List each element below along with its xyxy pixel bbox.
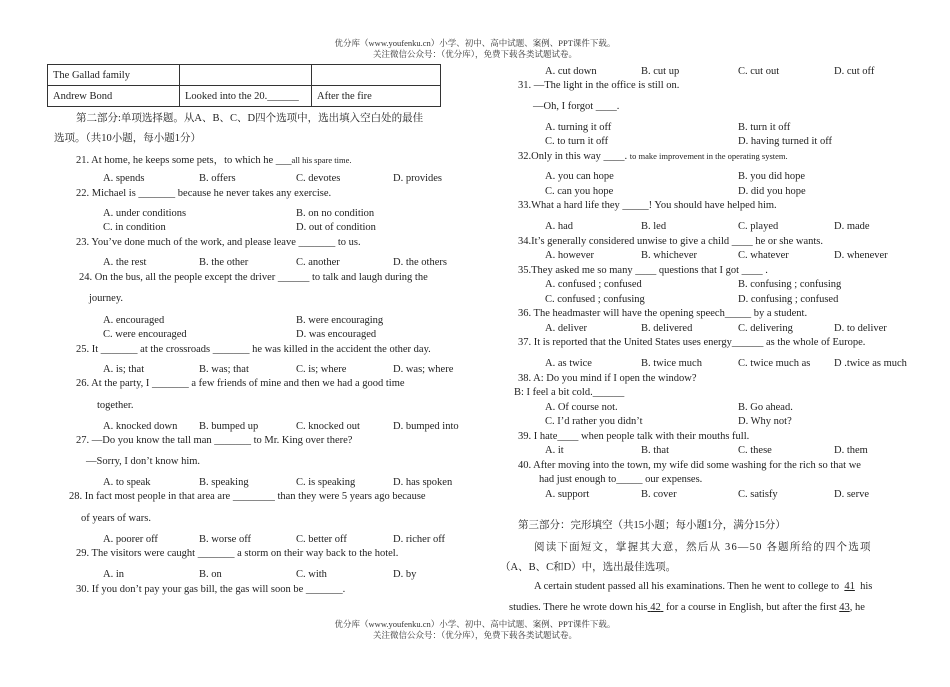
option-a: A. support (545, 489, 590, 500)
option-d: D. confusing ; confused (738, 294, 839, 305)
option-d: D. did you hope (738, 186, 806, 197)
question-22-stem: 22. Michael is _______ because he never takes any exercise. (76, 188, 332, 199)
part3-intro-2: （A、B、C和D）中，选出最佳选项。 (500, 562, 677, 573)
option-c: C. knocked out (296, 421, 360, 432)
question-34-stem: 34.It’s generally considered unwise to give a child ____ he or she wants. (518, 236, 824, 247)
option-c: C. to turn it off (545, 136, 609, 147)
question-27-stem-2: —Sorry, I don’t know him. (86, 456, 201, 467)
question-31-stem-2: —Oh, I forgot ____. (533, 101, 620, 112)
table-cell: The Gallad family (48, 65, 180, 86)
info-table (47, 64, 441, 107)
option-b: B. Go ahead. (738, 402, 793, 413)
question-25-stem: 25. It _______ at the crossroads _______ he was killed in the accident the other day. (76, 344, 431, 355)
question-39-stem: 39. I hate____ when people talk with their mouths full. (518, 431, 750, 442)
option-d: D. to deliver (834, 323, 887, 334)
question-24-stem-2: journey. (89, 293, 124, 304)
question-28-stem-2: of years of wars. (81, 513, 151, 524)
option-c: C. better off (296, 534, 347, 545)
option-b: B. you did hope (738, 171, 806, 182)
option-b: B. delivered (641, 323, 693, 334)
option-c: C. devotes (296, 173, 341, 184)
option-c: C. twice much as (738, 358, 811, 369)
option-a: A. cut down (545, 66, 597, 77)
option-c: C. cut out (738, 66, 780, 77)
option-a: A. to speak (103, 477, 151, 488)
blank-43: 43 (839, 602, 850, 613)
option-c: C. whatever (738, 250, 789, 261)
option-d: D. Why not? (738, 416, 792, 427)
header-line-2: 关注微信公众号：（优分库），免费下载各类试题试卷。 (372, 49, 577, 59)
option-a: A. is; that (103, 364, 145, 375)
option-a: A. spends (103, 173, 145, 184)
question-23-stem: 23. You’ve done much of the work, and please leave _______ to us. (76, 237, 361, 248)
option-b: B. confusing ; confusing (738, 279, 842, 290)
option-c: C. is; where (296, 364, 347, 375)
option-c: C. confused ; confusing (545, 294, 645, 305)
option-d: D. provides (393, 173, 442, 184)
option-c: C. in condition (103, 222, 166, 233)
option-b: B. turn it off (738, 122, 791, 133)
option-b: B. the other (199, 257, 249, 268)
blank-42: 42 (650, 602, 661, 613)
option-b: B. speaking (199, 477, 249, 488)
question-28-stem: 28. In fact most people in that area are ________ than they were 5 years ago because (69, 491, 426, 502)
option-a: A. knocked down (103, 421, 178, 432)
option-a: A. poorer off (103, 534, 158, 545)
footer-line-1: 优分库（www.youfenku.cn）小学、初中、高中试题、案例、PPT课件下载。 (334, 619, 616, 629)
option-d: D. was; where (393, 364, 454, 375)
option-d: D .twice as much (834, 358, 907, 369)
option-d: D. richer off (393, 534, 445, 545)
option-c: C. I’d rather you didn’t (545, 416, 643, 427)
part3-title: 第三部分：完形填空（共15小题；每小题1分，满分15分） (518, 520, 786, 531)
option-d: D. whenever (834, 250, 888, 261)
table-row (48, 65, 441, 86)
option-b: B. on (199, 569, 222, 580)
question-40-stem: 40. After moving into the town, my wife did some washing for the rich so that we (518, 460, 861, 471)
option-c: C. another (296, 257, 340, 268)
footer-line-2: 关注微信公众号：（优分库），免费下载各类试题试卷。 (372, 630, 577, 640)
question-27-stem: 27. —Do you know the tall man _______ to Mr. King over there? (76, 435, 353, 446)
option-d: D. was encouraged (296, 329, 377, 340)
option-a: A. as twice (545, 358, 592, 369)
option-b: B. whichever (641, 250, 697, 261)
option-c: C. can you hope (545, 186, 614, 197)
option-b: B. worse off (199, 534, 252, 545)
option-c: C. delivering (738, 323, 793, 334)
option-b: B. on no condition (296, 208, 375, 219)
option-d: D. them (834, 445, 868, 456)
question-35-stem: 35.They asked me so many ____ questions that I got ____ . (518, 265, 768, 276)
table-cell: After the fire (312, 86, 441, 107)
table-cell (180, 65, 312, 86)
question-21-stem: 21. At home, he keeps some pets，to which he ___all his spare time. (76, 155, 352, 166)
option-a: A. it (545, 445, 564, 456)
passage-line-1: A certain student passed all his examinations. Then he went to college to 41 his (534, 581, 873, 592)
question-38-stem-2: B: I feel a bit cold.______ (514, 387, 625, 398)
option-b: B. was; that (199, 364, 249, 375)
table-cell: Andrew Bond (48, 86, 180, 107)
table-row (48, 86, 441, 107)
option-b: B. twice much (641, 358, 702, 369)
option-a: A. confused ; confused (545, 279, 642, 290)
option-d: D. bumped into (393, 421, 459, 432)
option-b: B. were encouraging (296, 315, 384, 326)
blank-41: 41 (844, 581, 855, 592)
option-a: A. deliver (545, 323, 587, 334)
part2-title-2: 选项。（共10小题，每小题1分） (54, 133, 201, 144)
option-d: D. cut off (834, 66, 875, 77)
option-c: C. were encouraged (103, 329, 187, 340)
part2-title: 第二部分:单项选择题。从A、B、C、D四个选项中，选出填入空白处的最佳 (76, 113, 424, 124)
question-38-stem: 38. A: Do you mind if I open the window? (518, 373, 697, 384)
option-c: C. with (296, 569, 327, 580)
question-24-stem: 24. On the bus, all the people except the driver ______ to talk and laugh during the (79, 272, 428, 283)
option-a: A. encouraged (103, 315, 165, 326)
option-d: D. serve (834, 489, 869, 500)
option-a: A. had (545, 221, 573, 232)
question-29-stem: 29. The visitors were caught _______ a storm on their way back to the hotel. (76, 548, 399, 559)
option-d: D. out of condition (296, 222, 376, 233)
option-a: A. you can hope (545, 171, 614, 182)
option-d: D. having turned it off (738, 136, 832, 147)
question-40-stem-2: had just enough to_____ our expenses. (539, 474, 703, 485)
option-a: A. the rest (103, 257, 147, 268)
header-line-1: 优分库（www.youfenku.cn）小学、初中、高中试题、案例、PPT课件下载。 (334, 38, 616, 48)
page-header (0, 38, 950, 60)
page-footer (0, 619, 950, 641)
question-36-stem: 36. The headmaster will have the opening speech_____ by a student. (518, 308, 808, 319)
option-c: C. satisfy (738, 489, 778, 500)
option-d: D. made (834, 221, 870, 232)
question-31-stem: 31. —The light in the office is still on. (518, 80, 680, 91)
part3-intro-1: 阅读下面短文，掌握其大意，然后从 36—50 各题所给的四个选项 (534, 542, 872, 553)
option-b: B. led (641, 221, 667, 232)
option-d: D. has spoken (393, 477, 453, 488)
question-33-stem: 33.What a hard life they _____! You should have helped him. (518, 200, 777, 211)
option-b: B. that (641, 445, 669, 456)
question-37-stem: 37. It is reported that the United States uses energy______ as the whole of Europe. (518, 337, 866, 348)
table-cell (312, 65, 441, 86)
option-d: D. by (393, 569, 417, 580)
question-26-stem: 26. At the party, I _______ a few friends of mine and then we had a good time (76, 378, 405, 389)
option-a: A. turning it off (545, 122, 612, 133)
passage-line-2: studies. There he wrote down his 42 for a course in English, but after the first 43, he (509, 602, 865, 613)
option-b: B. offers (199, 173, 236, 184)
option-c: C. is speaking (296, 477, 356, 488)
option-b: B. bumped up (199, 421, 259, 432)
table-cell: Looked into the 20.______ (180, 86, 312, 107)
option-c: C. these (738, 445, 772, 456)
option-b: B. cut up (641, 66, 680, 77)
option-c: C. played (738, 221, 779, 232)
option-b: B. cover (641, 489, 677, 500)
option-a: A. in (103, 569, 124, 580)
question-32-stem: 32.Only in this way ____. to make improvement in the operating system. (518, 151, 788, 162)
question-26-stem-2: together. (97, 400, 134, 411)
option-a: A. Of course not. (545, 402, 618, 413)
option-a: A. under conditions (103, 208, 187, 219)
option-a: A. however (545, 250, 594, 261)
question-30-stem: 30. If you don’t pay your gas bill, the gas will soon be _______. (76, 584, 346, 595)
option-d: D. the others (393, 257, 447, 268)
